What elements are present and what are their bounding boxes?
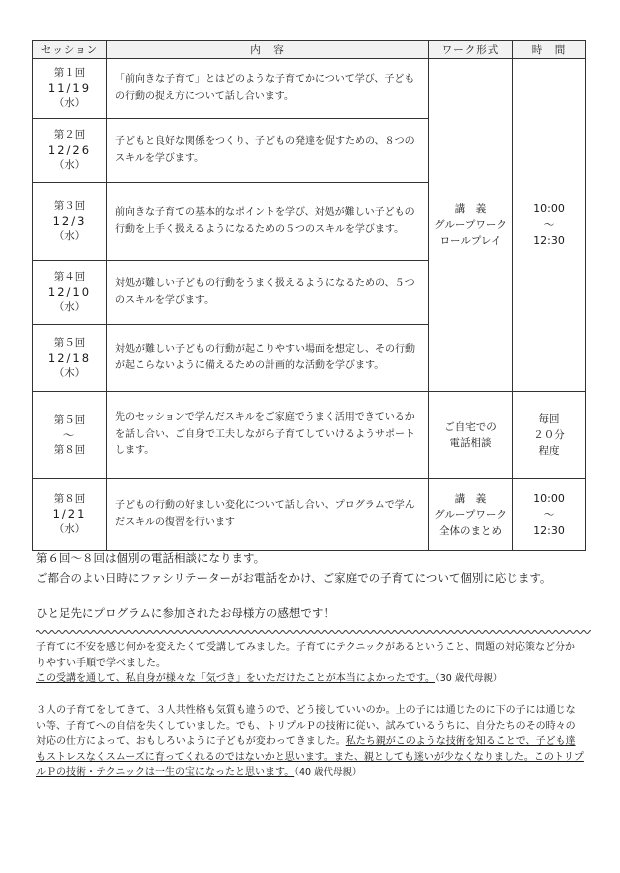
work-line: グループワーク [434, 219, 507, 231]
testimonial-2-credit: （40 歳代母親） [294, 767, 362, 778]
testimonial-1-highlight: この受講を通して、私自身が様々な「気づき」をいただけたことが本当によかったです。 [36, 673, 435, 684]
session-no: 第３回 [53, 200, 86, 212]
testimonial-2-highlight: 私たち親がこのような技術を知ることで、子ども達もストレスなくスムーズに育ってくれるのではないかと思います。また、親としても迷いが少なくなりました。このトリプルＰの技術・テクニックは一生の宝になったと思います。 [36, 736, 584, 778]
work-line: 講 義 [454, 492, 487, 505]
time-cell [513, 392, 586, 479]
work-line: 全体のまとめ [439, 524, 502, 537]
header-content: 内 容 [107, 41, 429, 59]
content-text: 「前向きな子育て」とはどのような子育てかについて学び、子どもの行動の捉え方について話し合います。 [115, 74, 415, 102]
session-cell [33, 479, 107, 551]
session-cell [33, 183, 107, 261]
content-text: 先のセッションで学んだスキルをご家庭でうまく活用できているかを話し合い、ご自身で工夫しながら子育てしていけるようサポートします。 [115, 412, 415, 457]
session-date: 12/3 [52, 214, 87, 228]
work-cell-summary [429, 479, 513, 551]
time-tilde: ～ [543, 508, 555, 521]
content-text: 子どもと良好な関係をつくり、子どもの発達を促すための、８つのスキルを学びます。 [115, 136, 415, 164]
session-no: 第５回 [53, 413, 86, 426]
work-line: グループワーク [434, 508, 507, 521]
table-row [33, 59, 586, 119]
content-cell [107, 325, 429, 392]
session-day: 第８回 [53, 443, 86, 456]
content-cell [107, 392, 429, 479]
note-phone-sessions: 第６回～８回は個別の電話相談になります。 [36, 551, 266, 565]
testimonial-2 [36, 703, 584, 781]
session-no: 第２回 [53, 129, 86, 141]
header-session: セッション [33, 41, 107, 59]
schedule-table [32, 40, 586, 551]
session-day: （水） [53, 523, 86, 535]
work-cell-phone [429, 392, 513, 479]
content-text: 対処が難しい子どもの行動をうまく扱えるようになるための、５つのスキルを学びます。 [115, 278, 415, 306]
session-day: （水） [53, 159, 86, 171]
table-row [33, 392, 586, 479]
session-day: （木） [53, 366, 86, 379]
wavy-divider [36, 628, 591, 636]
session-date: 11/19 [47, 81, 92, 95]
note-phone-details: ご都合のよい日時にファシリテーターがお電話をかけ、ご家庭での子育てについて個別に応じます。 [36, 571, 552, 585]
time-start: 10:00 [533, 202, 565, 215]
session-no: 第５回 [53, 336, 86, 349]
session-day: （水） [53, 230, 86, 242]
session-date: 12/26 [47, 143, 92, 157]
work-line: ロールプレイ [439, 235, 502, 247]
session-cell [33, 261, 107, 325]
time-line: 程度 [538, 445, 560, 457]
table-header-row [33, 41, 586, 59]
session-cell [33, 119, 107, 183]
session-date: 12/18 [47, 350, 92, 365]
work-line: ご自宅での [444, 421, 497, 433]
header-work: ワーク形式 [429, 41, 513, 59]
time-cell [513, 479, 586, 551]
session-no: 第８回 [53, 493, 86, 505]
session-day: （水） [53, 301, 86, 313]
session-cell [33, 59, 107, 119]
content-text: 子どもの行動の好ましい変化について話し合い、プログラムで学んだスキルの復習を行います [115, 500, 415, 528]
session-no: 第４回 [53, 271, 86, 283]
work-line: 電話相談 [449, 437, 492, 449]
session-no: 第１回 [53, 67, 86, 79]
content-cell [107, 183, 429, 261]
session-date: 1/21 [52, 507, 87, 521]
content-text: 対処が難しい子どもの行動が起こりやすい場面を想定し、その行動が起こらないように備えるための計画的な活動を学びます。 [115, 343, 415, 371]
testimonial-1-credit: （30 歳代母親） [435, 673, 503, 684]
content-cell [107, 59, 429, 119]
testimonial-1-text: 子育てに不安を感じ何かを変えたくて受講してみました。子育てにテクニックがあるということ、問題の対応策など分かりやすい手順で学べました。 [36, 642, 575, 669]
content-text: 前向きな子育ての基本的なポイントを学び、対処が難しい子どもの行動を上手く扱えるようになるための５つのスキルを学びます。 [115, 207, 415, 235]
header-time: 時 間 [513, 41, 586, 59]
content-cell [107, 119, 429, 183]
content-cell [107, 261, 429, 325]
time-cell [513, 59, 586, 392]
session-cell [33, 325, 107, 392]
time-end: 12:30 [533, 523, 565, 537]
time-start: 10:00 [533, 491, 565, 505]
testimonial-1 [36, 640, 584, 687]
testimonial-2-text: ３人の子育てをしてきて、３人共性格も気質も違うので、どう接していいのか。上の子には通じたのに下の子には通じない等、子育てへの自信を失くしていました。でも、トリプルＰの技術に従い、試みているうちに、自分たちのその時々の対応の仕方によって、おもしろいように子どもが変わってきました。 [36, 705, 576, 747]
session-cell [33, 392, 107, 479]
time-end: 12:30 [533, 234, 565, 247]
time-tilde: ～ [543, 219, 555, 231]
session-date: ～ [62, 427, 77, 442]
session-date: 12/10 [47, 285, 92, 299]
work-line: 講 義 [454, 203, 487, 215]
voices-title: ひと足先にプログラムに参加されたお母様方の感想です！ [36, 606, 335, 620]
table-row [33, 479, 586, 551]
session-day: （水） [53, 97, 86, 109]
time-line: ２０分 [533, 429, 565, 441]
time-line: 毎回 [538, 413, 560, 425]
work-cell-lecture [429, 59, 513, 392]
content-cell [107, 479, 429, 551]
